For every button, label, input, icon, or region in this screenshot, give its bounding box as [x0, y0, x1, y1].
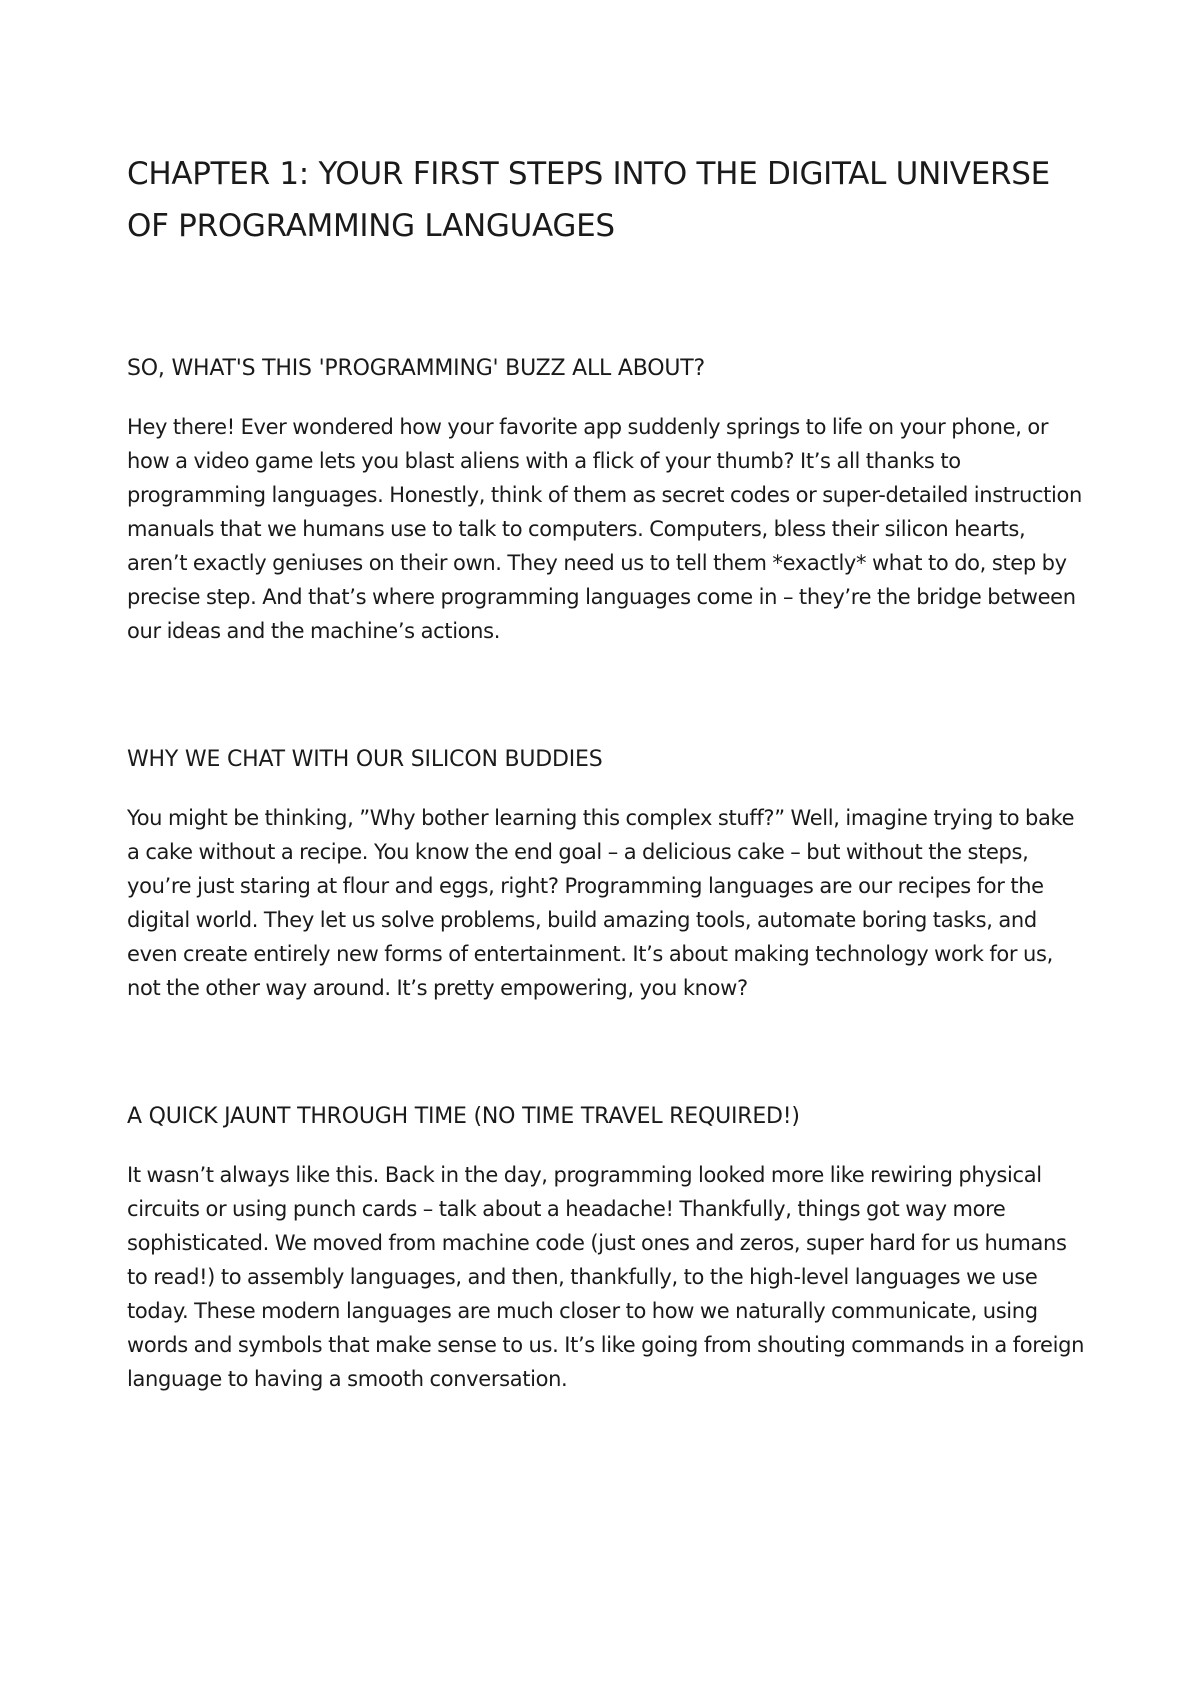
section-paragraph-jaunt-through-time: It wasn’t always like this. Back in the day, programming looked more like rewiring physical circuits or using punch cards – talk about a headache! Thankfully, things got way more sophisticated. We moved from machine code (just ones and zeros, super hard for us humans to read!) to assembly languages, and then, thankfully, to the high-level languages we use today. These modern languages are much closer to how we naturally communicate, using words and symbols that make sense to us. It’s like going from shouting commands in a foreign language to having a smooth conversation. [127, 1163, 1085, 1391]
chapter-title: CHAPTER 1: YOUR FIRST STEPS INTO THE DIGITAL UNIVERSE OF PROGRAMMING LANGUAGES [127, 156, 1050, 244]
section-paragraph-programming-buzz: Hey there! Ever wondered how your favorite app suddenly springs to life on your phone, or how a video game lets you blast aliens with a flick of your thumb? It’s all thanks to programming languages. Honestly, think of them as secret codes or super-detailed instruction manuals that we humans use to talk to computers. Computers, bless their silicon hearts, aren’t exactly geniuses on their own. They need us to tell them *exactly* what to do, step by precise step. And that’s where programming languages come in – they’re the bridge between our ideas and the machine’s actions. [127, 415, 1082, 643]
section-paragraph-silicon-buddies: You might be thinking, ”Why bother learning this complex stuff?” Well, imagine trying to bake a cake without a recipe. You know the end goal – a delicious cake – but without the steps, you’re just staring at flour and eggs, right? Programming languages are our recipes for the digital world. They let us solve problems, build amazing tools, automate boring tasks, and even create entirely new forms of entertainment. It’s about making technology work for us, not the other way around. It’s pretty empowering, you know? [127, 806, 1075, 1000]
section-heading-jaunt-through-time: A QUICK JAUNT THROUGH TIME (NO TIME TRAVEL REQUIRED!) [127, 1104, 800, 1129]
section-heading-programming-buzz: SO, WHAT'S THIS 'PROGRAMMING' BUZZ ALL ABOUT? [127, 356, 705, 381]
section-heading-silicon-buddies: WHY WE CHAT WITH OUR SILICON BUDDIES [127, 747, 603, 772]
document-page [127, 148, 1087, 1396]
